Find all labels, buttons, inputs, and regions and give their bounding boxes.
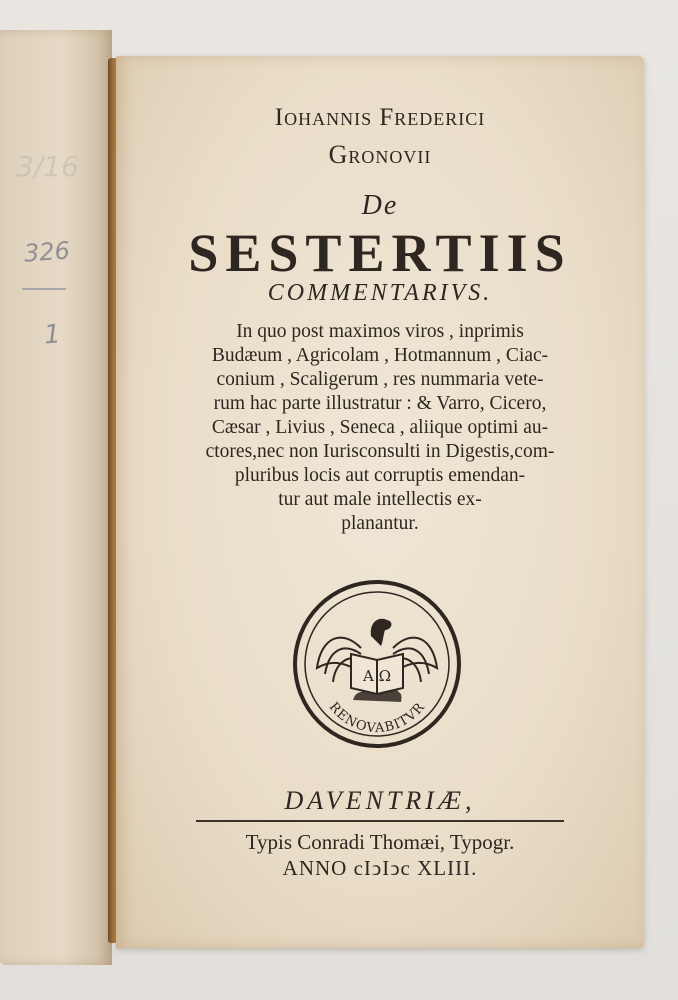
description-line: tur aut male intellectis ex- [278,489,482,510]
description-line: Budæum , Agricolam , Hotmannum , Ciac- [211,345,549,366]
description-line: conium , Scaligerum , res nummaria vete- [216,369,544,390]
description-line: planantur. [341,513,419,534]
shelfmark-number: 326 [23,236,71,268]
description-line: ctores,nec non Iurisconsulti in Digestis,com- [205,441,555,462]
shelfmark-fraction: 1 [42,319,62,351]
description-line: rum hac parte illustratur : & Varro, Cicero, [213,393,547,414]
place-of-printing: DAVENTRIÆ, [284,786,476,815]
title-description [170,320,590,536]
description-line: In quo post maximos viros , inprimis [236,321,524,342]
description-line: pluribus locis aut corruptis emendan- [234,465,526,486]
faint-pencil-mark: 3/16 [16,150,79,183]
title-preposition: De [361,190,399,221]
imprint-rule [196,820,564,822]
printers-device-emblem [291,578,463,750]
svg-text:RENOVABITVR [326,700,429,737]
subtitle: COMMENTARIVS. [267,280,493,306]
author-name-line1: Iohannis Frederici [274,104,486,131]
author-name-line2: Gronovii [328,140,432,169]
main-title: SESTERTIIS [188,223,572,283]
device-motto: RENOVABITVR [325,699,429,737]
shelfmark-divider [22,288,66,290]
device-book-letters: A Ω [362,667,392,685]
printer-imprint: Typis Conradi Thomæi, Typogr. [245,830,515,854]
flyleaf-page [0,30,112,965]
publication-year: ANNO cIↄIↄc XLIII. [282,856,478,880]
description-line: Cæsar , Livius , Seneca , aliique optimi au- [211,417,549,438]
title-page [116,56,644,948]
